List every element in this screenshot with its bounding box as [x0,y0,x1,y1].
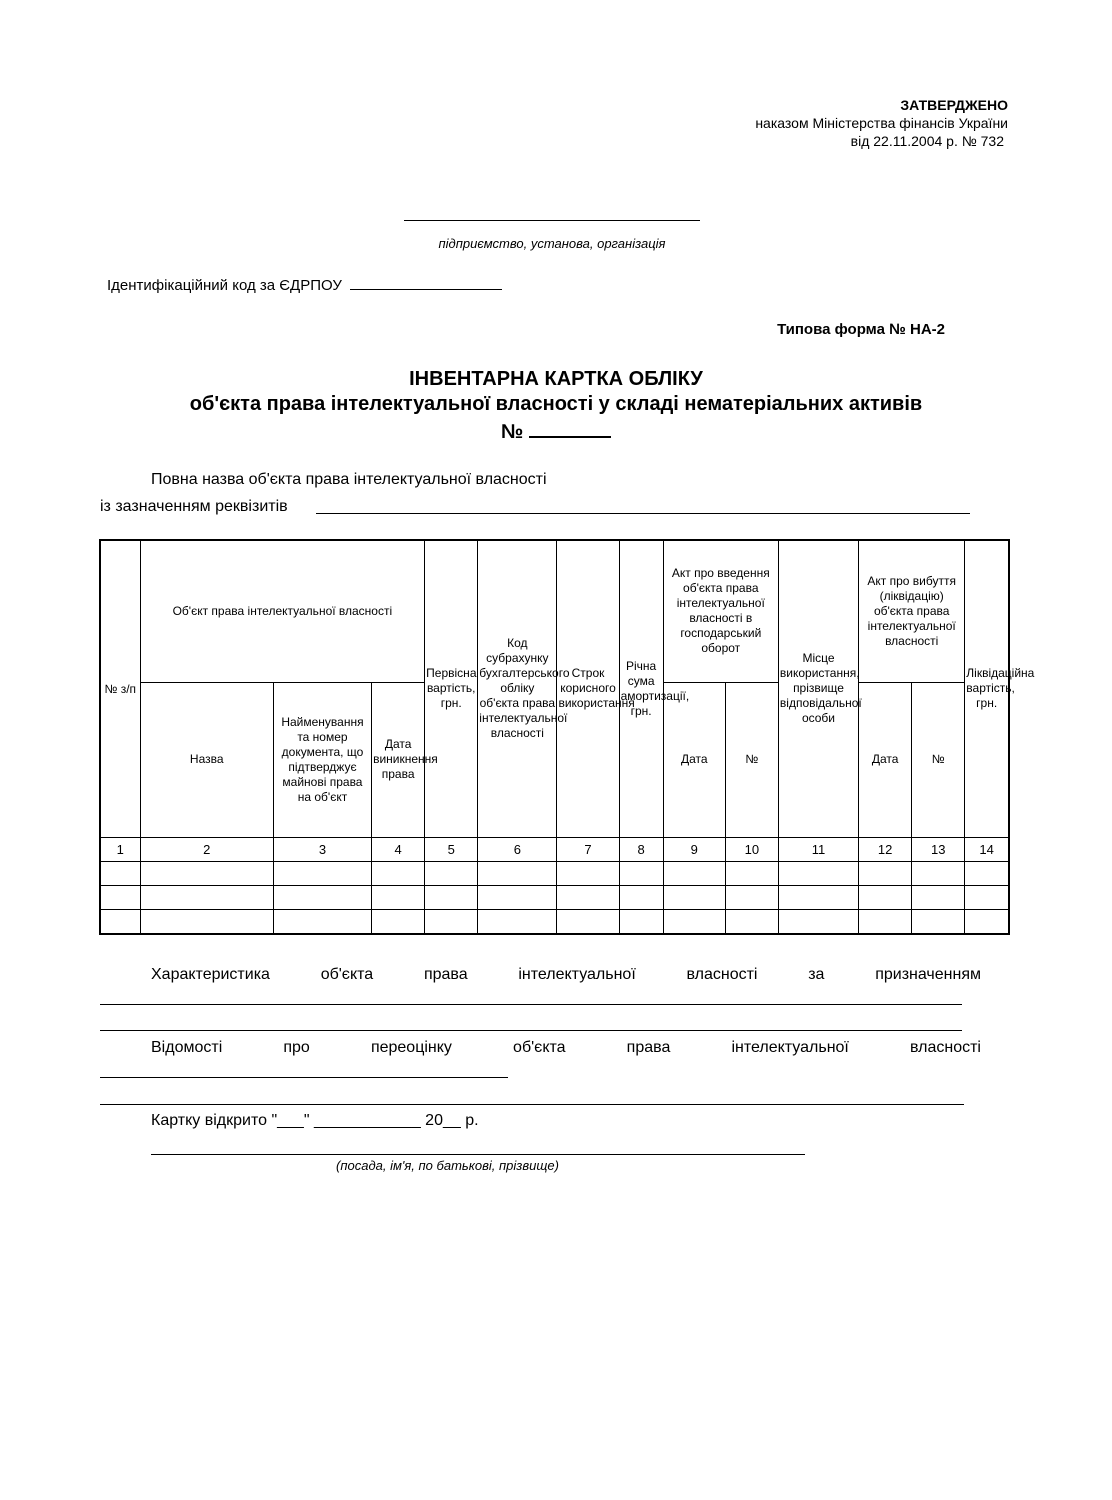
table-cell[interactable] [273,885,371,909]
table-cell[interactable] [478,909,557,934]
column-number: 13 [912,837,965,861]
column-number: 12 [859,837,912,861]
column-number: 3 [273,837,371,861]
characteristic-text [151,966,981,984]
column-number: 5 [425,837,478,861]
approval-stamp [755,96,1008,150]
table-cell[interactable] [557,885,619,909]
table-cell[interactable] [859,861,912,885]
characteristic-word: власності [686,966,758,983]
page-title: ІНВЕНТАРНА КАРТКА ОБЛІКУ [409,368,703,390]
table-cell[interactable] [912,885,965,909]
header-disposal-group: Акт про вибуття (ліквідацію) об'єкта права інтелектуальної власності [859,540,965,682]
card-opened: Картку відкрито "___" ____________ 20__ р. [151,1112,479,1129]
form-number: Типова форма № НА-2 [777,321,945,338]
table-cell[interactable] [619,861,663,885]
table-row [100,885,1009,909]
column-number: 7 [557,837,619,861]
characteristic-line[interactable] [100,1030,962,1031]
characteristic-word: права [423,966,468,983]
characteristic-word: інтелектуальної [518,966,636,983]
table-cell[interactable] [273,861,371,885]
column-number: 6 [478,837,557,861]
table-cell[interactable] [478,861,557,885]
table-cell[interactable] [140,861,273,885]
approved-title: ЗАТВЕРДЖЕНО [900,97,1008,113]
table-cell[interactable] [912,909,965,934]
table-cell[interactable] [425,909,478,934]
full-name-label: Повна назва об'єкта права інтелектуальної власності [151,471,547,488]
column-number: 9 [663,837,725,861]
organization-line [404,220,700,221]
inventory-table [99,539,1035,935]
revaluation-word: про [283,1039,310,1056]
table-cell[interactable] [859,909,912,934]
signature-line[interactable] [151,1154,805,1155]
revaluation-line[interactable] [100,1077,508,1078]
revaluation-word: переоцінку [370,1039,452,1056]
approved-order: наказом Міністерства фінансів України [755,115,1008,131]
header-num: № з/п [100,540,140,837]
table-cell[interactable] [372,909,425,934]
column-number: 2 [140,837,273,861]
table-cell[interactable] [912,861,965,885]
signature-caption: (посада, ім'я, по батькові, прізвище) [336,1158,559,1173]
header-name: Назва [140,682,273,837]
table-cell[interactable] [725,885,778,909]
table-row [100,909,1009,934]
table-cell[interactable] [778,861,858,885]
table-cell[interactable] [372,885,425,909]
card-number-blank[interactable] [529,418,611,438]
revaluation-line[interactable] [100,1104,964,1105]
page-subtitle: об'єкта права інтелектуальної власності у складі нематеріальних активів [189,393,923,415]
table-cell[interactable] [140,909,273,934]
characteristic-word: об'єкта [320,966,374,983]
header-initial-cost: Первісна вартість, грн. [425,540,478,837]
header-commissioning-no: № [725,682,778,837]
header-annual-amortization: Річна сума амортизації, грн. [619,540,663,837]
edrpou-blank[interactable] [350,275,502,290]
requisites-line[interactable] [316,513,970,514]
header-disposal-date: Дата [859,682,912,837]
header-document: Найменування та номер документа, що підтверджує майнові права на об'єкт [273,682,371,837]
characteristic-word: Характеристика [151,966,270,983]
header-object-group: Об'єкт права інтелектуальної власності [140,540,425,682]
table-cell[interactable] [725,861,778,885]
column-number: 10 [725,837,778,861]
table-cell[interactable] [663,909,725,934]
header-disposal-no: № [912,682,965,837]
requisites-label: із зазначенням реквізитів [100,498,288,515]
table-cell[interactable] [557,861,619,885]
header-place-of-use: Місце використання, прізвище відповідальної особи [778,540,858,837]
header-useful-life: Строк корисного використання [557,540,619,837]
table-cell[interactable] [725,909,778,934]
table-cell[interactable] [619,909,663,934]
table-cell[interactable] [425,861,478,885]
table-cell[interactable] [273,909,371,934]
column-number: 11 [778,837,858,861]
header-date-origin: Дата виникнення права [372,682,425,837]
approved-date: від 22.11.2004 р. № 732 [850,133,1004,149]
revaluation-word: права [626,1039,671,1056]
table-cell[interactable] [372,861,425,885]
revaluation-text [151,1039,981,1057]
column-number: 14 [965,837,1009,861]
table-cell[interactable] [859,885,912,909]
column-number: 4 [372,837,425,861]
table-cell[interactable] [100,909,140,934]
characteristic-word: призначенням [875,966,981,983]
edrpou-field [107,275,502,294]
table-cell[interactable] [100,861,140,885]
column-numbers-row [100,837,1009,861]
header-commissioning-group: Акт про введення об'єкта права інтелектуальної власності в господарський оборот [663,540,778,682]
characteristic-word: за [808,966,825,983]
header-liquidation-value: Ліквідаційна вартість, грн. [965,540,1009,837]
organization-caption: підприємство, установа, організація [438,236,666,251]
header-subaccount: Код субрахунку бухгалтерського обліку об'єкта права інтелектуальної власності [478,540,557,837]
table-cell[interactable] [965,861,1009,885]
table-cell[interactable] [140,885,273,909]
edrpou-label: Ідентифікаційний код за ЄДРПОУ [107,277,342,294]
table-cell[interactable] [100,885,140,909]
table-cell[interactable] [557,909,619,934]
card-number-prefix: № [500,421,524,443]
table-cell[interactable] [619,885,663,909]
header-commissioning-date: Дата [663,682,725,837]
table-cell[interactable] [663,861,725,885]
table-cell[interactable] [778,909,858,934]
table-row [100,861,1009,885]
table-cell[interactable] [478,885,557,909]
table-cell[interactable] [778,885,858,909]
card-number [0,418,1112,444]
revaluation-word: об'єкта [513,1039,566,1056]
table-cell[interactable] [965,885,1009,909]
revaluation-word: власності [909,1039,981,1056]
revaluation-word: інтелектуальної [731,1039,849,1056]
column-number: 1 [100,837,140,861]
characteristic-line[interactable] [100,1004,962,1005]
revaluation-word: Відомості [151,1039,223,1056]
table-cell[interactable] [663,885,725,909]
table-cell[interactable] [965,909,1009,934]
table-cell[interactable] [425,885,478,909]
column-number: 8 [619,837,663,861]
